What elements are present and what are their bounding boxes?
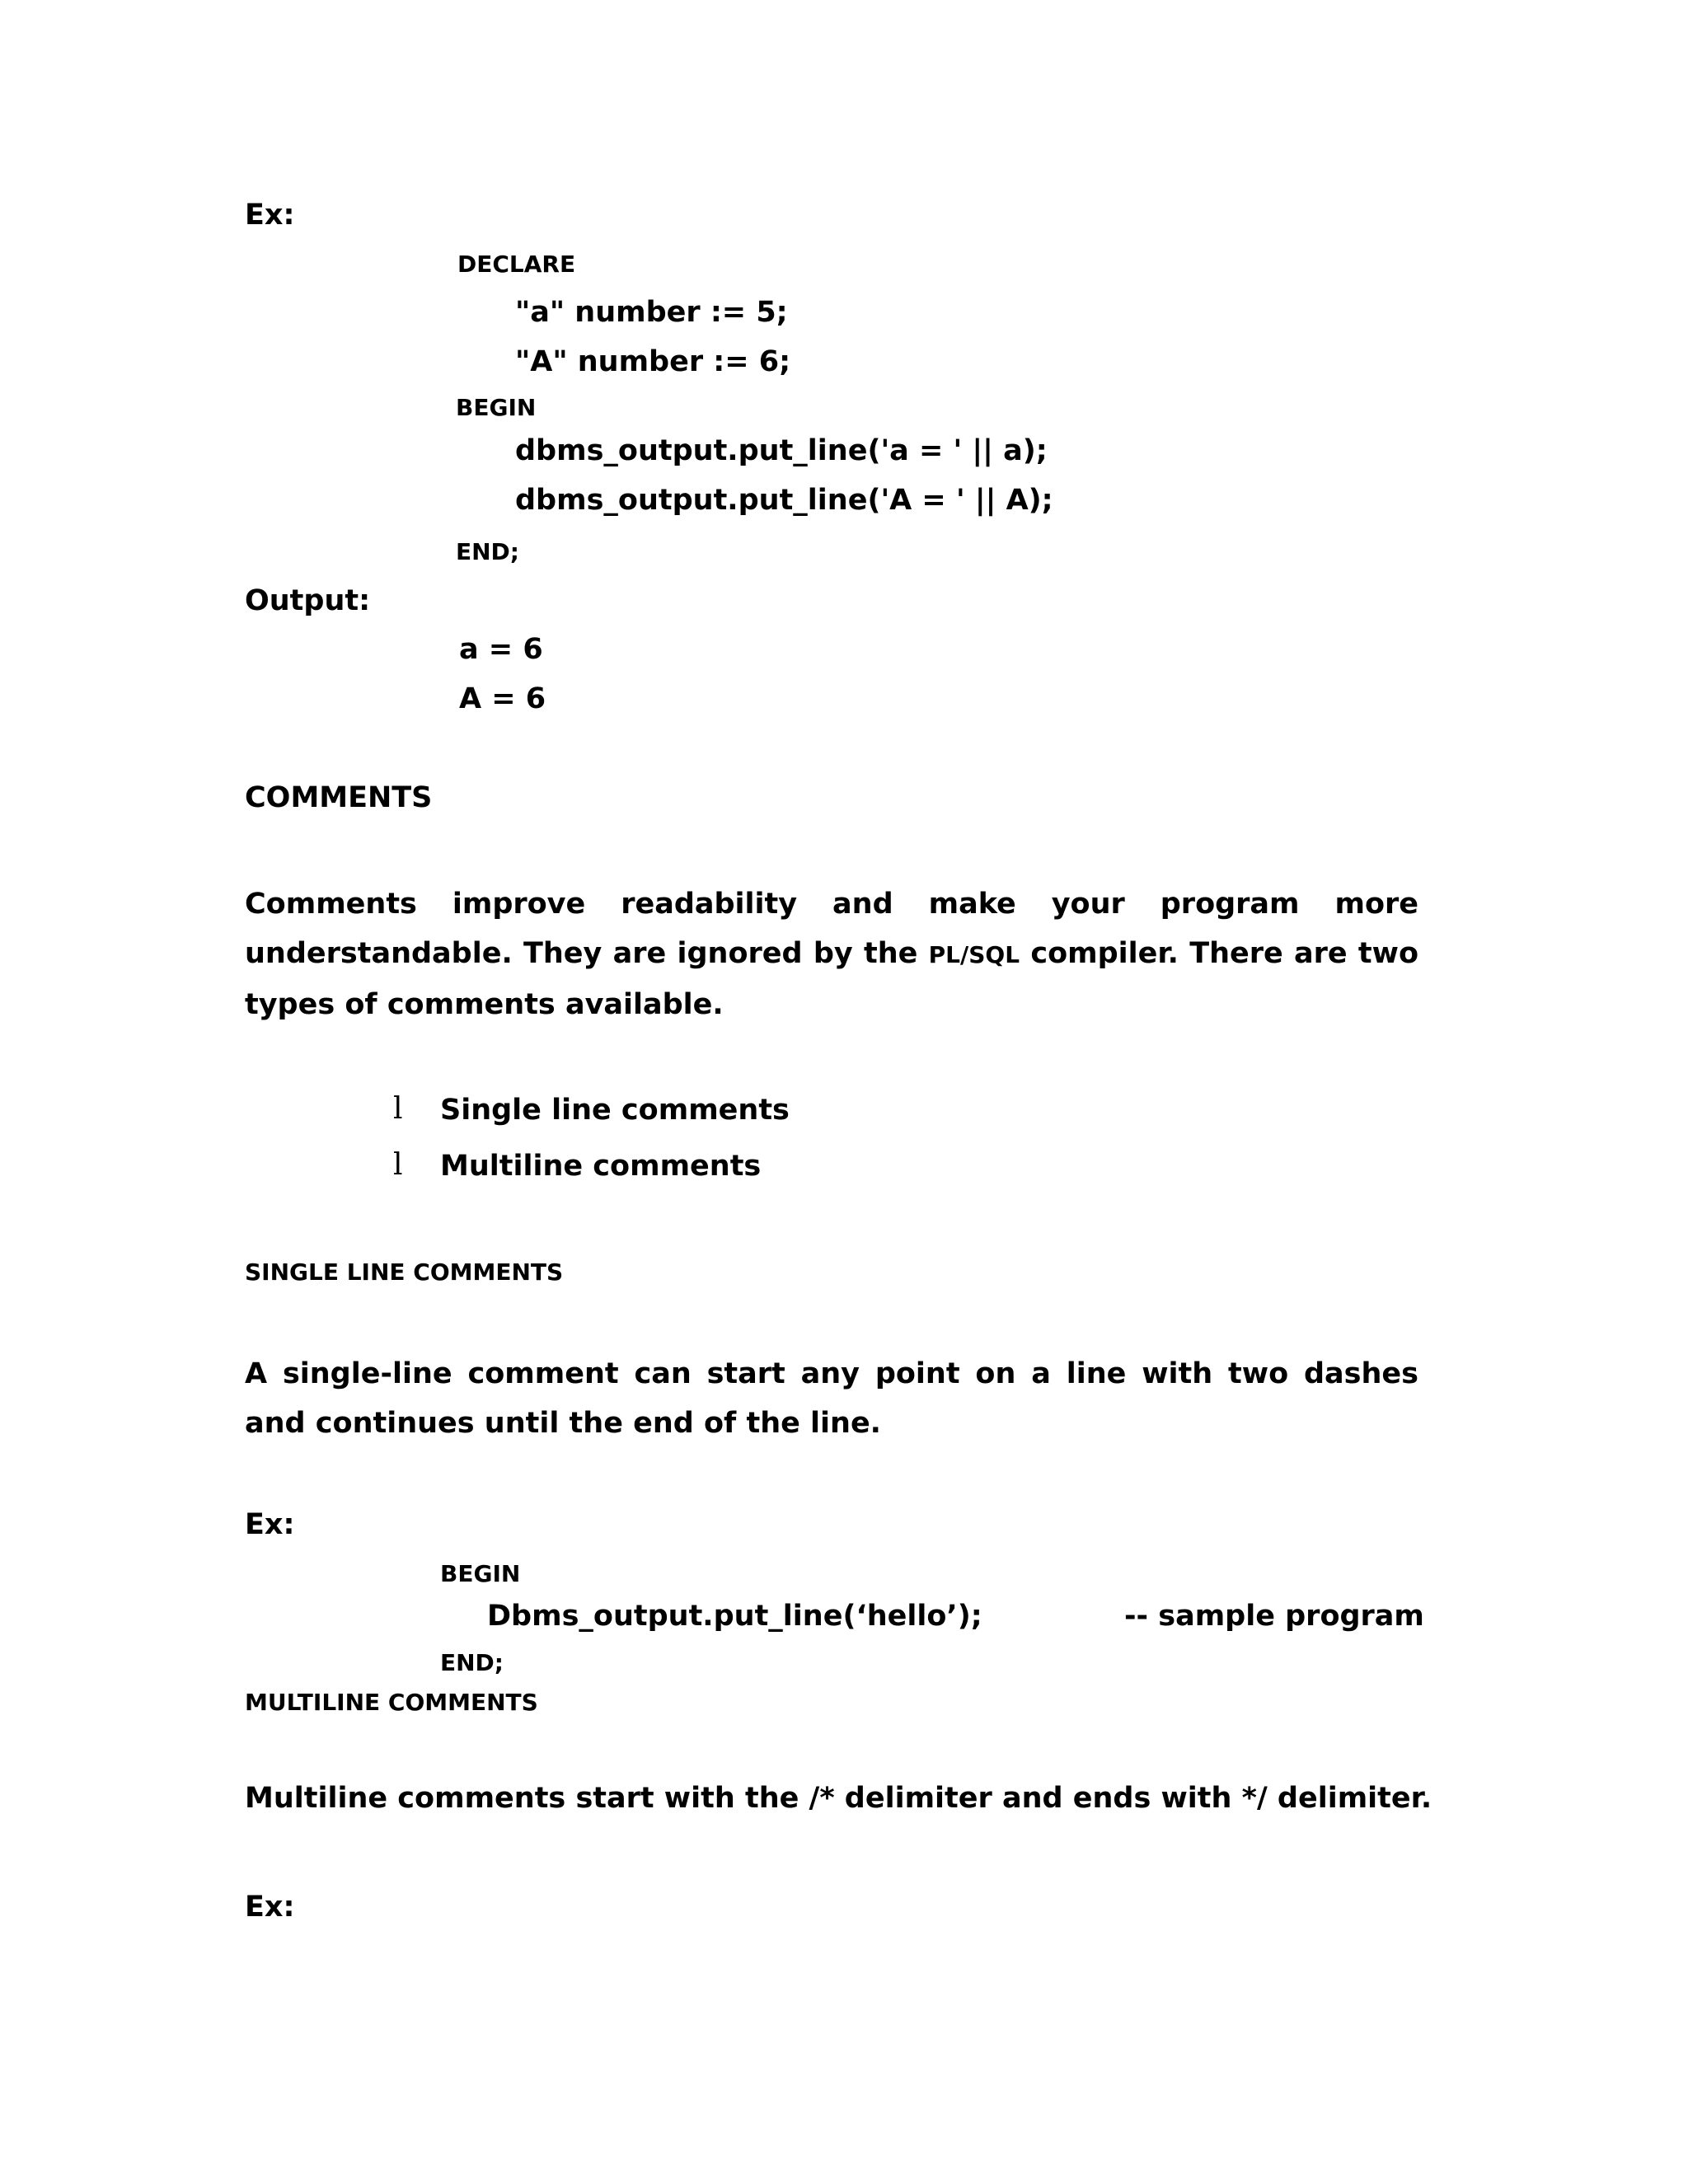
output-label: Output: bbox=[245, 584, 371, 617]
code-line: "a" number := 5; bbox=[515, 296, 788, 329]
list-item: Multiline comments bbox=[440, 1150, 762, 1183]
code-keyword-end: END; bbox=[456, 538, 519, 565]
paragraph-text: Comments improve readability and make your program more understandable. They are ignored by the bbox=[245, 888, 1418, 970]
comments-paragraph bbox=[245, 879, 1418, 1029]
output-line: A = 6 bbox=[459, 682, 546, 715]
code-keyword-declare: DECLARE bbox=[457, 251, 576, 278]
paragraph-text: compiler. There are two types of comments available. bbox=[245, 937, 1418, 1021]
section-heading: COMMENTS bbox=[245, 781, 433, 814]
subsection-heading: MULTILINE COMMENTS bbox=[245, 1689, 538, 1716]
example-label: Ex: bbox=[245, 1891, 295, 1924]
output-line: a = 6 bbox=[459, 633, 543, 666]
code-line: dbms_output.put_line('A = ' || A); bbox=[515, 484, 1053, 517]
code-keyword-begin: BEGIN bbox=[440, 1560, 521, 1587]
code-keyword-end: END; bbox=[440, 1649, 504, 1676]
single-line-paragraph: A single-line comment can start any point on a line with two dashes and continues until the end of the line. bbox=[245, 1357, 1418, 1440]
code-comment: -- sample program bbox=[1124, 1600, 1424, 1633]
multiline-paragraph: Multiline comments start with the /* delimiter and ends with */ delimiter. bbox=[245, 1782, 1432, 1815]
subsection-heading: SINGLE LINE COMMENTS bbox=[245, 1258, 564, 1286]
list-item: Single line comments bbox=[440, 1094, 790, 1127]
example-label: Ex: bbox=[245, 199, 295, 232]
code-keyword-begin: BEGIN bbox=[456, 394, 537, 421]
list-marker: l bbox=[393, 1148, 403, 1182]
code-line: "A" number := 6; bbox=[515, 345, 791, 378]
example-label: Ex: bbox=[245, 1508, 295, 1541]
inline-code: PL/SQL bbox=[928, 941, 1020, 968]
list-marker: l bbox=[393, 1092, 403, 1126]
code-line: dbms_output.put_line('a = ' || a); bbox=[515, 434, 1048, 467]
code-line: Dbms_output.put_line(‘hello’); bbox=[487, 1600, 982, 1633]
